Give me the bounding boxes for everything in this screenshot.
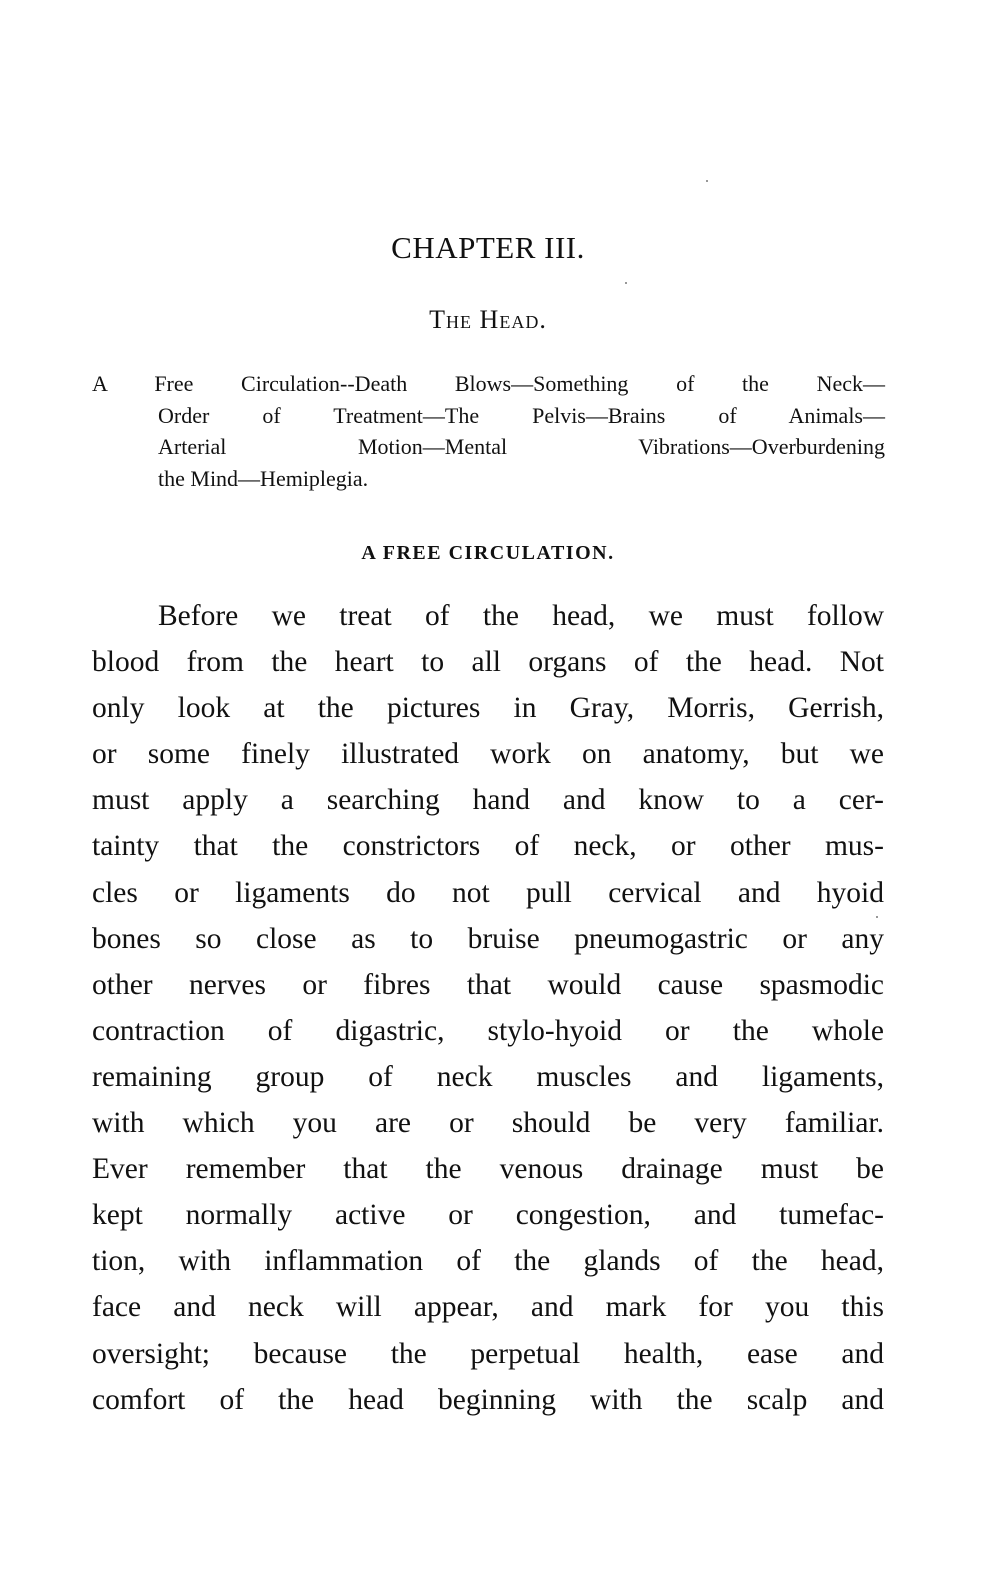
paragraph-line: contraction of digastric, stylo-hyoid or the whole bbox=[92, 1014, 884, 1047]
paragraph-line: oversight; because the perpetual health, ease and bbox=[92, 1337, 884, 1370]
paragraph-line: tion, with inflammation of the glands of the head, bbox=[92, 1245, 884, 1278]
scan-speck bbox=[706, 180, 708, 182]
paragraph-line: other nerves or fibres that would cause spasmodic bbox=[92, 968, 884, 1001]
paragraph-line: only look at the pictures in Gray, Morris, Gerrish, bbox=[92, 692, 884, 725]
scan-speck bbox=[876, 916, 878, 918]
synopsis-line: A Free Circulation--Death Blows—Something of the Neck— bbox=[92, 371, 885, 396]
synopsis-line: Arterial Motion—Mental Vibrations—Overburdening bbox=[158, 434, 885, 459]
chapter-heading: The Head. bbox=[429, 305, 547, 334]
paragraph-line: face and neck will appear, and mark for you this bbox=[92, 1291, 884, 1324]
paragraph-line: cles or ligaments do not pull cervical and hyoid bbox=[92, 876, 884, 909]
paragraph-line: remaining group of neck muscles and ligaments, bbox=[92, 1060, 884, 1093]
paragraph-line: Before we treat of the head, we must follow bbox=[158, 600, 884, 632]
chapter-synopsis bbox=[92, 368, 885, 494]
paragraph-line: Ever remember that the venous drainage must be bbox=[92, 1153, 884, 1186]
chapter-title: CHAPTER III. bbox=[391, 230, 585, 265]
paragraph-line: tainty that the constrictors of neck, or other mus- bbox=[92, 830, 884, 863]
paragraph-line: must apply a searching hand and know to a cer- bbox=[92, 784, 884, 817]
paragraph-line: or some finely illustrated work on anatomy, but we bbox=[92, 738, 884, 771]
body-paragraph bbox=[92, 593, 884, 1423]
paragraph-line: kept normally active or congestion, and tumefac- bbox=[92, 1199, 884, 1232]
paragraph-line: with which you are or should be very familiar. bbox=[92, 1107, 884, 1140]
section-subheading: A FREE CIRCULATION. bbox=[361, 542, 615, 564]
paragraph-line: comfort of the head beginning with the scalp and bbox=[92, 1383, 884, 1416]
scan-speck bbox=[625, 282, 627, 284]
paragraph-line: blood from the heart to all organs of the head. Not bbox=[92, 646, 884, 679]
synopsis-line: the Mind—Hemiplegia. bbox=[158, 465, 369, 491]
synopsis-line: Order of Treatment—The Pelvis—Brains of Animals— bbox=[158, 402, 885, 428]
paragraph-line: bones so close as to bruise pneumogastric or any bbox=[92, 922, 884, 955]
